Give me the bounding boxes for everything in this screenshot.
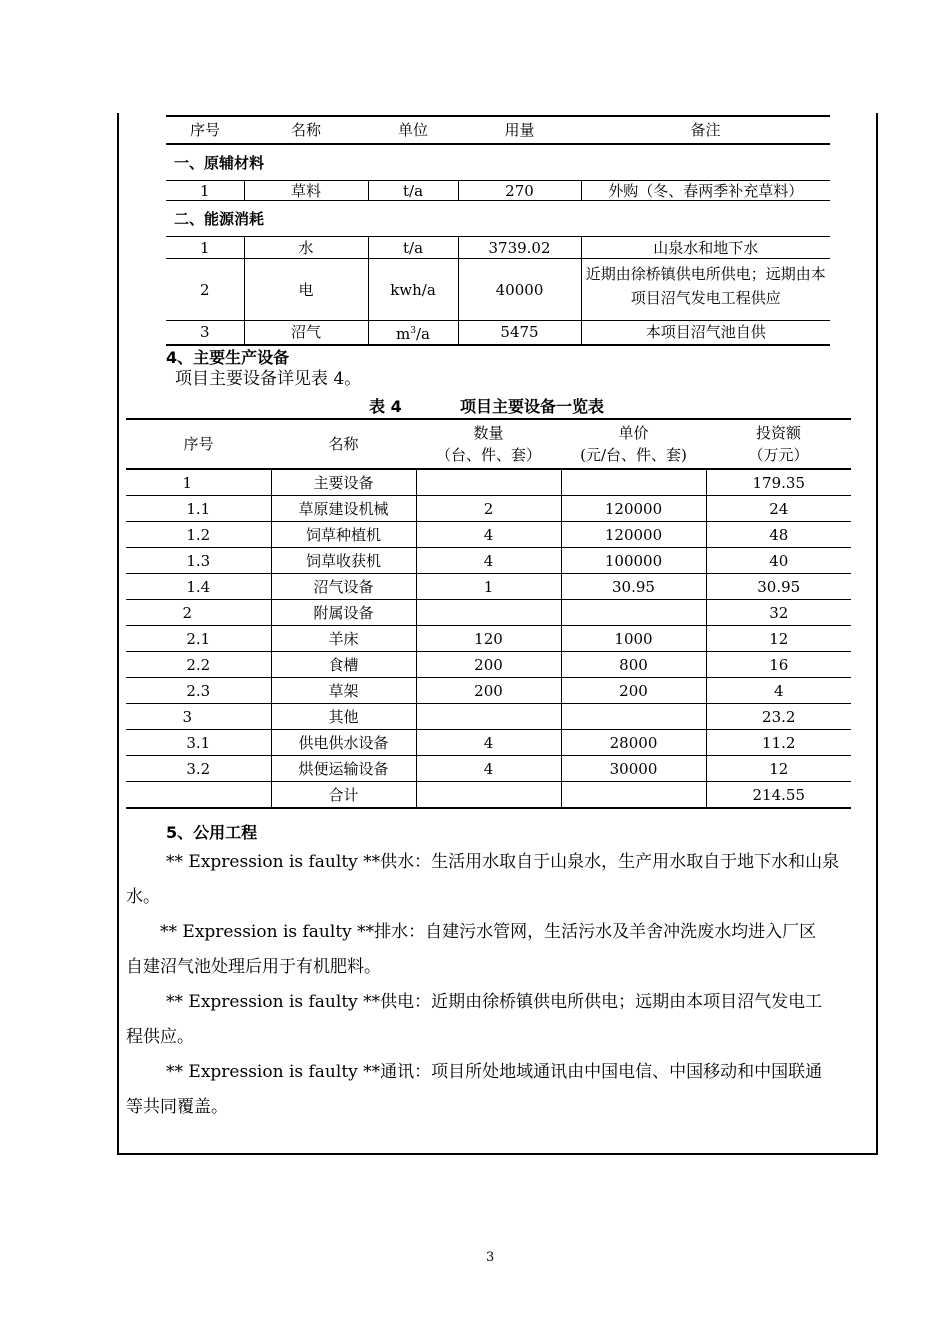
table-header-row: [126, 419, 851, 469]
table-row: [126, 782, 851, 809]
cell-name: 沼气: [244, 321, 368, 345]
header-cell: 用量: [458, 116, 581, 144]
cell-no: 3.1: [126, 730, 271, 756]
header-line2: （万元）: [748, 446, 809, 464]
cell-unit: t/a: [368, 181, 458, 201]
cell-note: 山泉水和地下水: [581, 237, 830, 259]
header-cell: 单位: [368, 116, 458, 144]
header-cell: 名称: [244, 116, 368, 144]
cell-name: 饲草收获机: [271, 548, 416, 574]
section-4-heading: 4、主要生产设备: [166, 348, 290, 367]
paragraph-drainage: ** Expression is faulty **排水：自建污水管网，生活污水及羊舍冲洗废水均进入厂区: [160, 922, 817, 942]
cell-amount: 5475: [458, 321, 581, 345]
header-cell: [416, 419, 561, 469]
cell-name: 草架: [271, 678, 416, 704]
cell-qty: [416, 704, 561, 730]
cell-unit: kwh/a: [368, 259, 458, 321]
cell-price: [561, 600, 706, 626]
cell-unit: t/a: [368, 237, 458, 259]
cell-invest: 179.35: [706, 469, 851, 496]
section-title: 一、原辅材料: [166, 144, 830, 181]
cell-name: 合计: [271, 782, 416, 809]
header-line1: 数量: [473, 424, 504, 442]
cell-no: [126, 782, 271, 809]
table-row: [126, 548, 851, 574]
cell-name: 羊床: [271, 626, 416, 652]
cell-qty: [416, 782, 561, 809]
cell-name: 草料: [244, 181, 368, 201]
table-row: [126, 756, 851, 782]
table-4-title: 项目主要设备一览表: [460, 397, 605, 416]
cell-name: 供电供水设备: [271, 730, 416, 756]
table-row: [126, 704, 851, 730]
cell-invest: 40: [706, 548, 851, 574]
paragraph-telecom: ** Expression is faulty **通讯：项目所处地域通讯由中国电信、中国移动和中国联通: [166, 1062, 823, 1082]
cell-note-wrapper: [581, 259, 830, 321]
cell-invest: 23.2: [706, 704, 851, 730]
section-title: 二、能源消耗: [166, 201, 830, 237]
cell-no: 1.3: [126, 548, 271, 574]
paragraph-telecom-cont: 等共同覆盖。: [126, 1097, 228, 1117]
cell-invest: 4: [706, 678, 851, 704]
cell-qty: 4: [416, 756, 561, 782]
cell-invest: 24: [706, 496, 851, 522]
table-row: [126, 600, 851, 626]
cell-invest: 30.95: [706, 574, 851, 600]
section-row: [166, 144, 830, 181]
cell-price: 100000: [561, 548, 706, 574]
page-number: 3: [486, 1250, 495, 1265]
cell-price: [561, 469, 706, 496]
header-line1: 名称: [328, 435, 359, 453]
cell-price: 120000: [561, 496, 706, 522]
cell-price: [561, 704, 706, 730]
table-row: [166, 259, 830, 321]
header-cell: [706, 419, 851, 469]
cell-qty: 120: [416, 626, 561, 652]
header-cell: [126, 419, 271, 469]
cell-no: 1: [126, 469, 271, 496]
cell-amount: 40000: [458, 259, 581, 321]
materials-energy-table: [166, 115, 830, 346]
cell-qty: 4: [416, 730, 561, 756]
cell-name: 烘便运输设备: [271, 756, 416, 782]
cell-no: 3: [126, 704, 271, 730]
cell-no: 3: [166, 321, 244, 345]
cell-no: 1.1: [126, 496, 271, 522]
cell-name: 饲草种植机: [271, 522, 416, 548]
cell-price: 28000: [561, 730, 706, 756]
unit-base: m: [396, 324, 411, 343]
paragraph-water-supply: [166, 845, 839, 880]
cell-amount: 3739.02: [458, 237, 581, 259]
table-row: [126, 469, 851, 496]
cell-name: 其他: [271, 704, 416, 730]
cell-name: 草原建设机械: [271, 496, 416, 522]
header-cell: 备注: [581, 116, 830, 144]
cell-name: 电: [244, 259, 368, 321]
table-row: [166, 321, 830, 345]
table-row: [126, 574, 851, 600]
equipment-table: [126, 418, 851, 809]
cell-price: 30.95: [561, 574, 706, 600]
cell-no: 2: [126, 600, 271, 626]
paragraph-water-supply-cont: 水。: [126, 887, 160, 907]
header-line2: （台、件、套）: [435, 446, 541, 464]
cell-name: 主要设备: [271, 469, 416, 496]
cell-qty: 2: [416, 496, 561, 522]
cell-qty: 4: [416, 522, 561, 548]
cell-no: 2: [166, 259, 244, 321]
unit-tail: /a: [415, 324, 430, 343]
cell-invest: 12: [706, 626, 851, 652]
header-cell: [271, 419, 416, 469]
cell-no: 1.2: [126, 522, 271, 548]
cell-qty: 1: [416, 574, 561, 600]
paragraph-drainage-cont: 自建沼气池处理后用于有机肥料。: [126, 957, 381, 977]
cell-invest: 16: [706, 652, 851, 678]
section-row: [166, 201, 830, 237]
cell-name: 食槽: [271, 652, 416, 678]
cell-invest: 214.55: [706, 782, 851, 809]
cell-no: 1: [166, 181, 244, 201]
table-row: [126, 496, 851, 522]
cell-name: 水: [244, 237, 368, 259]
cell-price: [561, 782, 706, 809]
table-row: [126, 522, 851, 548]
cell-no: 2.1: [126, 626, 271, 652]
cell-note: 本项目沼气池自供: [581, 321, 830, 345]
cell-price: 1000: [561, 626, 706, 652]
table-4-label: 表 4: [369, 397, 402, 416]
cell-no: 2.2: [126, 652, 271, 678]
cell-no: 3.2: [126, 756, 271, 782]
table-row: [126, 730, 851, 756]
cell-name: 沼气设备: [271, 574, 416, 600]
cell-qty: 4: [416, 548, 561, 574]
paragraph-line: ** Expression is faulty **供水：生活用水取自于山泉水，生产用水取自于地下水和山泉: [166, 852, 840, 872]
table-row: [166, 237, 830, 259]
header-cell: 序号: [166, 116, 244, 144]
cell-qty: 200: [416, 678, 561, 704]
section-4-intro: 项目主要设备详见表 4。: [175, 369, 362, 389]
cell-qty: [416, 600, 561, 626]
cell-name: 附属设备: [271, 600, 416, 626]
cell-note: 近期由徐桥镇供电所供电；远期由本项目沼气发电工程供应: [585, 265, 826, 307]
cell-price: 200: [561, 678, 706, 704]
header-line1: 序号: [183, 435, 214, 453]
section-5-heading: 5、公用工程: [166, 823, 258, 842]
table-row: [126, 678, 851, 704]
cell-no: 1.4: [126, 574, 271, 600]
table-header-row: [166, 116, 830, 144]
cell-invest: 32: [706, 600, 851, 626]
cell-amount: 270: [458, 181, 581, 201]
cell-qty: 200: [416, 652, 561, 678]
cell-invest: 12: [706, 756, 851, 782]
cell-price: 800: [561, 652, 706, 678]
cell-invest: 11.2: [706, 730, 851, 756]
cell-invest: 48: [706, 522, 851, 548]
table-row: [126, 652, 851, 678]
cell-note: 外购（冬、春两季补充草料）: [581, 181, 830, 201]
cell-price: 30000: [561, 756, 706, 782]
header-line1: 投资额: [755, 424, 801, 442]
header-line2: (元/台、件、套): [580, 446, 687, 464]
unit-sup: 3: [410, 325, 416, 336]
header-cell: [561, 419, 706, 469]
cell-price: 120000: [561, 522, 706, 548]
paragraph-power: ** Expression is faulty **供电：近期由徐桥镇供电所供电；远期由本项目沼气发电工: [166, 992, 823, 1012]
header-line1: 单价: [618, 424, 649, 442]
cell-unit: [368, 321, 458, 345]
table-row: [166, 181, 830, 201]
cell-qty: [416, 469, 561, 496]
paragraph-power-cont: 程供应。: [126, 1027, 194, 1047]
cell-no: 2.3: [126, 678, 271, 704]
cell-no: 1: [166, 237, 244, 259]
table-row: [126, 626, 851, 652]
